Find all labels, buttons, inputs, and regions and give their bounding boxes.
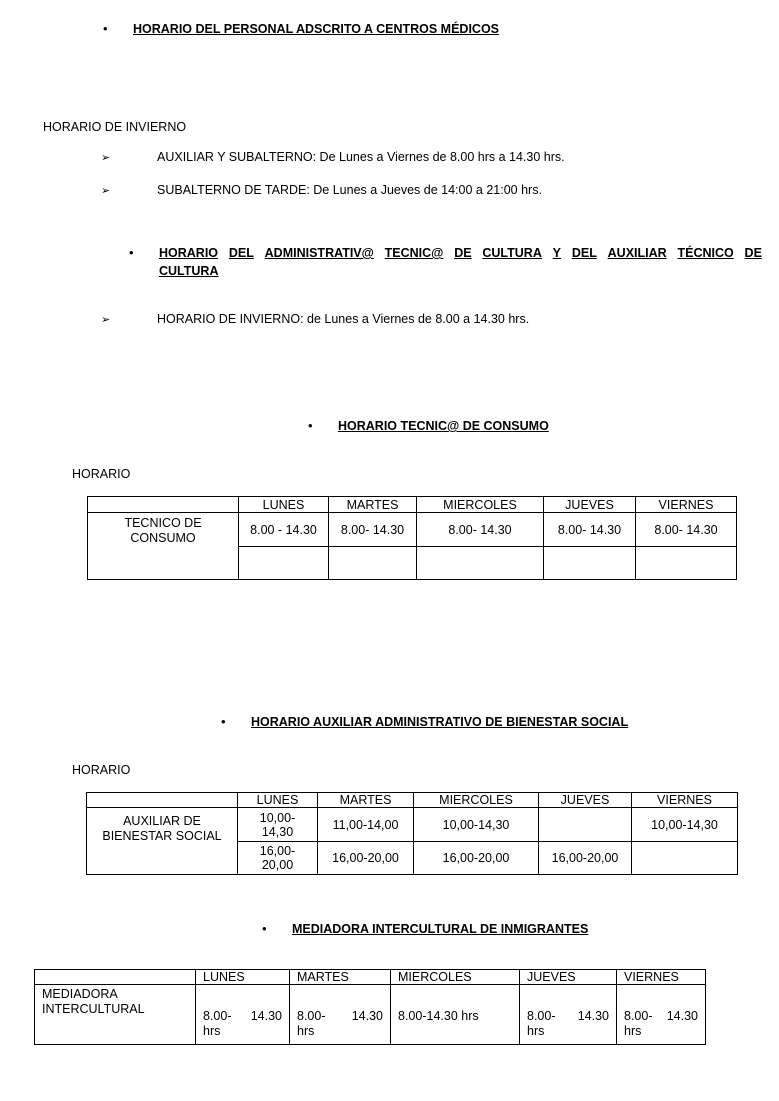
arrow-bullet-icon: ➢ xyxy=(101,152,111,164)
section-heading-cultura-line2: CULTURA xyxy=(159,264,219,278)
time-line: 10,00- xyxy=(259,810,296,825)
time-cell: 16,00-20,00 xyxy=(539,842,632,875)
bullet-icon: • xyxy=(129,245,134,260)
section-heading-consumo: HORARIO TECNIC@ DE CONSUMO xyxy=(338,419,549,433)
time-cell: 8.00- 14.30 xyxy=(329,513,417,547)
time-cell: 16,00-20,00 xyxy=(318,842,414,875)
bullet-icon: • xyxy=(221,714,226,729)
row-label xyxy=(35,985,196,1045)
time-cell: 8.00- 14.30 xyxy=(417,513,544,547)
time-unit: hrs xyxy=(527,1024,545,1038)
day-header: VIERNES xyxy=(617,970,706,985)
day-header: MIERCOLES xyxy=(417,497,544,513)
row-label-line: TECNICO DE xyxy=(124,516,202,530)
time-line: 20,00 xyxy=(261,858,294,872)
time-line: 14,30 xyxy=(261,824,294,839)
schedule-item: SUBALTERNO DE TARDE: De Lunes a Jueves de 14:00 a 21:00 hrs. xyxy=(157,183,542,197)
row-label xyxy=(87,808,238,875)
bullet-icon: • xyxy=(262,921,267,936)
time-start: 8.00- xyxy=(527,1009,556,1023)
time-unit: hrs xyxy=(624,1024,642,1038)
time-cell xyxy=(632,842,738,875)
row-label xyxy=(88,513,239,580)
empty-cell xyxy=(329,547,417,580)
arrow-bullet-icon: ➢ xyxy=(101,185,111,197)
day-header: LUNES xyxy=(238,793,318,808)
heading-word: TÉCNICO xyxy=(677,246,734,260)
time-cell xyxy=(290,985,391,1045)
day-header: LUNES xyxy=(196,970,290,985)
heading-word: Y xyxy=(552,246,562,260)
day-header: VIERNES xyxy=(636,497,737,513)
schedule-item: HORARIO DE INVIERNO: de Lunes a Viernes de 8.00 a 14.30 hrs. xyxy=(157,312,530,326)
time-cell: 16,00-20,00 xyxy=(414,842,539,875)
row-label-line: CONSUMO xyxy=(130,531,196,545)
empty-cell xyxy=(417,547,544,580)
heading-word: DEL xyxy=(571,246,597,260)
time-line xyxy=(297,1009,383,1024)
time-cell xyxy=(539,808,632,842)
empty-header-cell xyxy=(35,970,196,985)
bullet-icon: • xyxy=(308,418,313,433)
time-start: 8.00- xyxy=(203,1009,232,1023)
season-label: HORARIO DE INVIERNO xyxy=(43,120,187,134)
consumo-table xyxy=(87,496,737,580)
time-cell xyxy=(391,985,520,1045)
time-line xyxy=(624,1009,698,1024)
empty-cell xyxy=(239,547,329,580)
time-cell xyxy=(520,985,617,1045)
horario-label: HORARIO xyxy=(72,467,131,481)
heading-word: DEL xyxy=(228,246,254,260)
day-header: JUEVES xyxy=(544,497,636,513)
day-header: MIERCOLES xyxy=(414,793,539,808)
time-line xyxy=(203,1009,282,1024)
row-label-line: INTERCULTURAL xyxy=(42,1002,145,1016)
time-cell: 10,00-14,30 xyxy=(632,808,738,842)
section-heading-cultura-line1 xyxy=(159,246,762,260)
empty-header-cell xyxy=(88,497,239,513)
time-unit: hrs xyxy=(203,1024,221,1038)
mediadora-table xyxy=(34,969,706,1045)
day-header: VIERNES xyxy=(632,793,738,808)
day-header: MARTES xyxy=(318,793,414,808)
day-header: LUNES xyxy=(239,497,329,513)
heading-word: TECNIC@ xyxy=(384,246,444,260)
time-cell: 8.00- 14.30 xyxy=(544,513,636,547)
empty-cell xyxy=(544,547,636,580)
time-cell: 8.00- 14.30 xyxy=(636,513,737,547)
row-label-line: MEDIADORA xyxy=(42,987,118,1001)
time-cell xyxy=(238,808,318,842)
time-start: 8.00- xyxy=(624,1009,653,1023)
heading-word: HORARIO xyxy=(159,246,219,260)
day-header: JUEVES xyxy=(520,970,617,985)
time-cell: 10,00-14,30 xyxy=(414,808,539,842)
day-header: JUEVES xyxy=(539,793,632,808)
empty-cell xyxy=(636,547,737,580)
time-end: 14.30 xyxy=(666,1009,698,1023)
time-end: 14.30 xyxy=(351,1009,383,1023)
time-line: 16,00- xyxy=(259,844,296,858)
heading-word: DE xyxy=(454,246,472,260)
day-header: MARTES xyxy=(329,497,417,513)
time-cell xyxy=(196,985,290,1045)
time-cell: 8.00 - 14.30 xyxy=(239,513,329,547)
day-header: MIERCOLES xyxy=(391,970,520,985)
time-cell xyxy=(617,985,706,1045)
empty-header-cell xyxy=(87,793,238,808)
bullet-icon: • xyxy=(103,21,108,36)
arrow-bullet-icon: ➢ xyxy=(101,314,111,326)
row-label-line: AUXILIAR DE xyxy=(123,814,201,828)
time-start: 8.00- xyxy=(297,1009,326,1023)
time-unit: hrs xyxy=(297,1024,315,1038)
time-line: 8.00-14.30 hrs xyxy=(398,1009,479,1023)
section-heading-centros-medicos: HORARIO DEL PERSONAL ADSCRITO A CENTROS MÉDICOS xyxy=(133,22,500,36)
schedule-item: AUXILIAR Y SUBALTERNO: De Lunes a Viernes de 8.00 hrs a 14.30 hrs. xyxy=(157,150,565,164)
horario-label: HORARIO xyxy=(72,763,131,777)
heading-word: ADMINISTRATIV@ xyxy=(264,246,374,260)
row-label-line: BIENESTAR SOCIAL xyxy=(102,829,222,843)
heading-word: DE xyxy=(744,246,762,260)
section-heading-bienestar: HORARIO AUXILIAR ADMINISTRATIVO DE BIENESTAR SOCIAL xyxy=(251,715,629,729)
day-header: MARTES xyxy=(290,970,391,985)
time-line xyxy=(527,1009,609,1024)
time-end: 14.30 xyxy=(250,1009,282,1023)
time-end: 14.30 xyxy=(577,1009,609,1023)
bienestar-table xyxy=(86,792,738,875)
time-cell xyxy=(238,842,318,875)
section-heading-mediadora: MEDIADORA INTERCULTURAL DE INMIGRANTES xyxy=(292,922,589,936)
heading-word: AUXILIAR xyxy=(607,246,667,260)
time-cell: 11,00-14,00 xyxy=(318,808,414,842)
heading-word: CULTURA xyxy=(482,246,542,260)
